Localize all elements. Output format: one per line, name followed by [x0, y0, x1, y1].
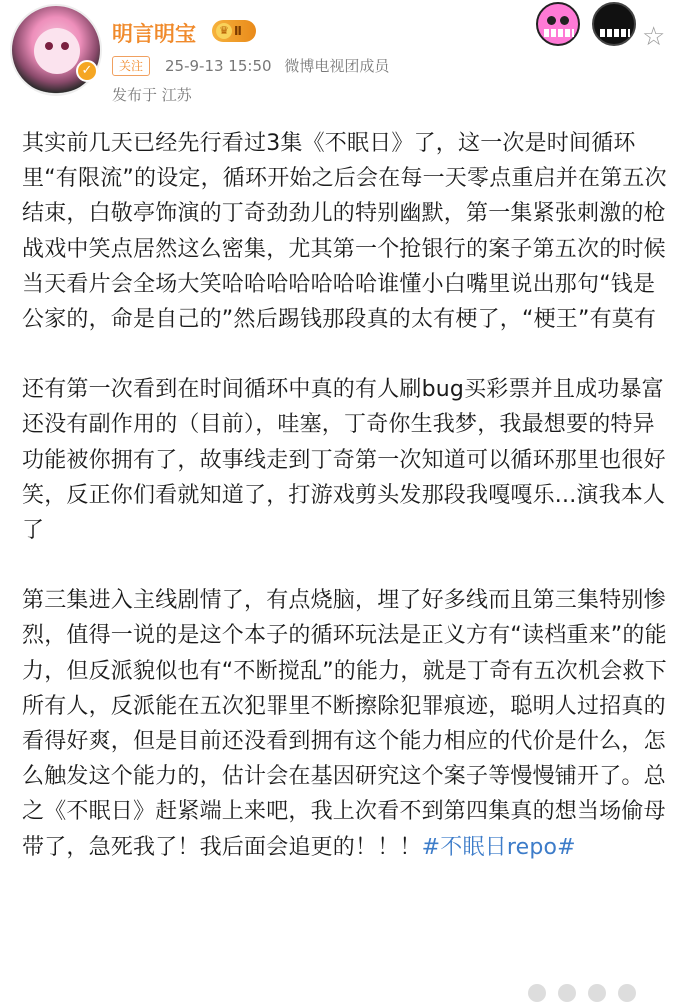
star-outline-icon[interactable]: ☆: [642, 22, 666, 52]
hashtag-link[interactable]: #不眠日repo#: [421, 834, 576, 860]
post-paragraph-1: 其实前几天已经先行看过3集《不眠日》了，这一次是时间循环里“有限流”的设定，循环开始之后会在每一天零点重启并在第五次结束，白敬亭饰演的丁奇劲劲儿的特别幽默，第一集紧张刺激的枪战戏中笑点居然这么密集，尤其第一个抢银行的案子第五次的时候当天看片会全场大笑哈哈哈哈哈哈哈谁懂小白嘴里说出那句“钱是公家的，命是自己的”然后踢钱那段真的太有梗了，“梗王”有莫有: [22, 131, 667, 333]
pink-monster-decoration: [536, 2, 580, 46]
decoration-teeth: [600, 29, 630, 37]
decoration-eye: [547, 16, 556, 25]
pager-dot: [588, 984, 606, 1002]
post-paragraph-3-text: 第三集进入主线剧情了，有点烧脑，埋了好多线而且第三集特别惨烈，值得一说的是这个本子的循环玩法是正义方有“读档重来”的能力，但反派貌似也有“不断搅乱”的能力，就是丁奇有五次机会救下所有人，反派能在五次犯罪里不断擦除犯罪痕迹，聪明人过招真的看得好爽，但是目前还没看到拥有这个能力相应的代价是什么，怎么触发这个能力的，估计会在基因研究这个案子等慢慢铺开了。总之《不眠日》赶紧端上来吧，我上次看不到第四集真的想当场偷母带了，急死我了！我后面会追更的！！！: [22, 588, 667, 860]
post-content: [22, 126, 668, 865]
pager-dot: [528, 984, 546, 1002]
avatar-face: [34, 28, 80, 74]
username[interactable]: 明言明宝: [112, 22, 196, 46]
image-pager-dots: [528, 984, 678, 1004]
follow-button[interactable]: 关注: [112, 56, 150, 76]
post-location: 发布于 江苏: [112, 86, 192, 104]
post-header: [0, 0, 690, 110]
post-paragraph-3: [22, 583, 668, 865]
avatar[interactable]: [10, 4, 102, 96]
post-source: 微博电视团成员: [284, 57, 390, 75]
avatar-eye-left: [45, 42, 53, 50]
pager-dot: [558, 984, 576, 1002]
decoration-eye: [560, 16, 569, 25]
pager-dot: [618, 984, 636, 1002]
verified-badge-icon: ✓: [76, 60, 98, 82]
vip-badge[interactable]: [212, 20, 256, 42]
post-date: 25-9-13 15:50: [165, 57, 272, 75]
crown-icon: ♛: [216, 23, 232, 39]
decoration-teeth: [544, 29, 574, 37]
avatar-eye-right: [61, 42, 69, 50]
vip-level: Ⅱ: [234, 24, 242, 38]
post-paragraph-2: 还有第一次看到在时间循环中真的有人刷bug买彩票并且成功暴富还没有副作用的（目前），哇塞，丁奇你生我梦，我最想要的特异功能被你拥有了，故事线走到丁奇第一次知道可以循环那里也很好笑，反正你们看就知道了，打游戏剪头发那段我嘎嘎乐...演我本人了: [22, 377, 666, 544]
post-meta: [165, 55, 389, 76]
black-monster-decoration: [592, 2, 636, 46]
